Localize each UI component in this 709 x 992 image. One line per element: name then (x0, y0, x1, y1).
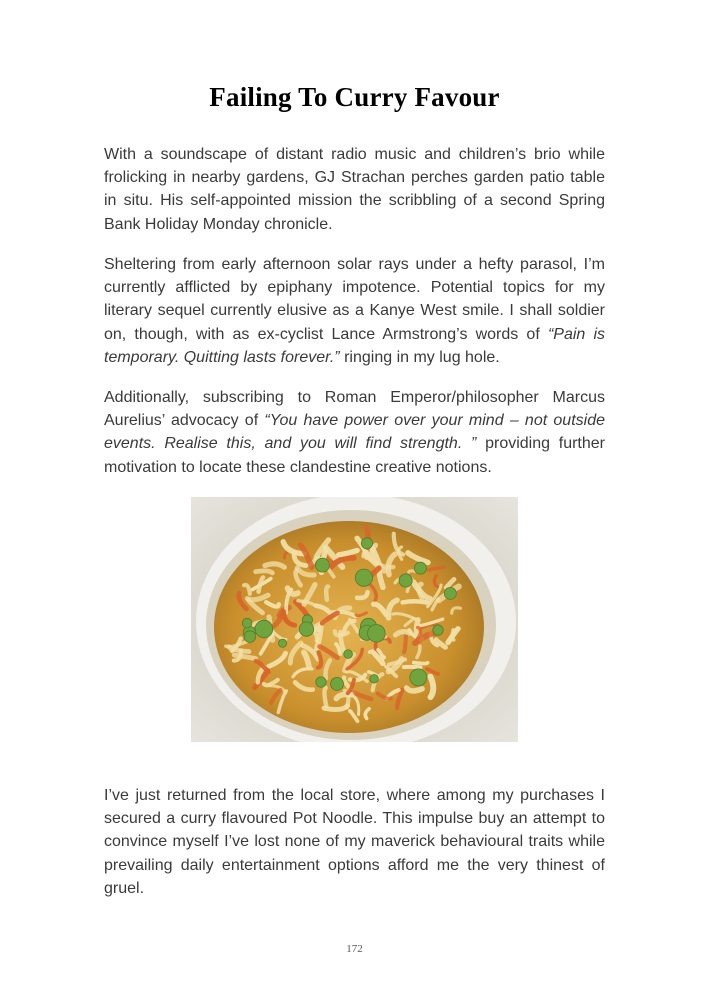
pea (410, 669, 427, 686)
noodle-strand (407, 688, 423, 691)
page-number: 172 (346, 943, 363, 955)
pea (399, 574, 412, 587)
paragraph-4: I’ve just returned from the local store, where among my purchases I secured a curry flavoured Pot Noodle. This impulse buy an attempt to convince myself I’ve lost none of my maverick behavioural traits while prevailing daily entertainment options afford me the very thinest of gruel. (104, 787, 605, 897)
noodle-strand (324, 688, 326, 707)
pea (370, 675, 379, 684)
pea (361, 538, 372, 549)
pot-noodle-illustration (191, 497, 518, 742)
pot-noodle-photo (191, 497, 518, 742)
pea (244, 631, 256, 643)
pea (355, 569, 372, 586)
noodle-strand (414, 663, 428, 664)
pea (315, 558, 329, 572)
noodle-strand (452, 630, 454, 640)
noodle-strand (326, 587, 328, 600)
noodle-strand (404, 634, 406, 652)
aurelius-quote: “You have power over your mind – not outside events. Realise this, and you will find strength. ” (104, 412, 605, 453)
pea (279, 639, 287, 647)
paragraph-3 (104, 386, 605, 479)
paragraph-3-text: Additionally, subscribing to Roman Emperor/philosopher Marcus Aurelius’ advocacy of (104, 389, 605, 430)
pea (242, 618, 252, 628)
pea (414, 562, 426, 574)
armstrong-quote: “Pain is temporary. Quitting lasts forever.” (104, 325, 605, 366)
paragraph-2-text: Sheltering from early afternoon solar rays under a hefty parasol, I’m currently afflicted by epiphany impotence. Potential topics for my literary sequel currently elusive as a Kanye West smile. I shall soldier on, though, with as ex-cyclist Lance Armstrong’s words of (104, 256, 605, 343)
pea (331, 677, 344, 690)
pea (344, 650, 353, 659)
noodle-strand (404, 667, 421, 668)
noodle-strand (403, 601, 428, 602)
pea (255, 620, 273, 638)
paragraph-2-text-end: ringing in my lug hole. (339, 348, 500, 366)
paragraph-2 (104, 253, 605, 369)
noodle-strand (256, 571, 273, 573)
paragraph-1: With a soundscape of distant radio music and children’s brio while frolicking in nearby gardens, GJ Strachan perches garden patio table in situ. His self-appointed mission the scribbling of a second Spring Bank Holiday Monday chronicle. (104, 146, 605, 233)
pea (299, 622, 313, 636)
pea (316, 677, 326, 687)
noodle-strand (430, 677, 433, 698)
pea (433, 625, 443, 635)
paragraph-3-text-end: providing further motivation to locate these clandestine creative notions. (104, 435, 606, 476)
pea (444, 587, 456, 599)
page-title: Failing To Curry Favour (209, 82, 500, 112)
pea (368, 625, 386, 643)
